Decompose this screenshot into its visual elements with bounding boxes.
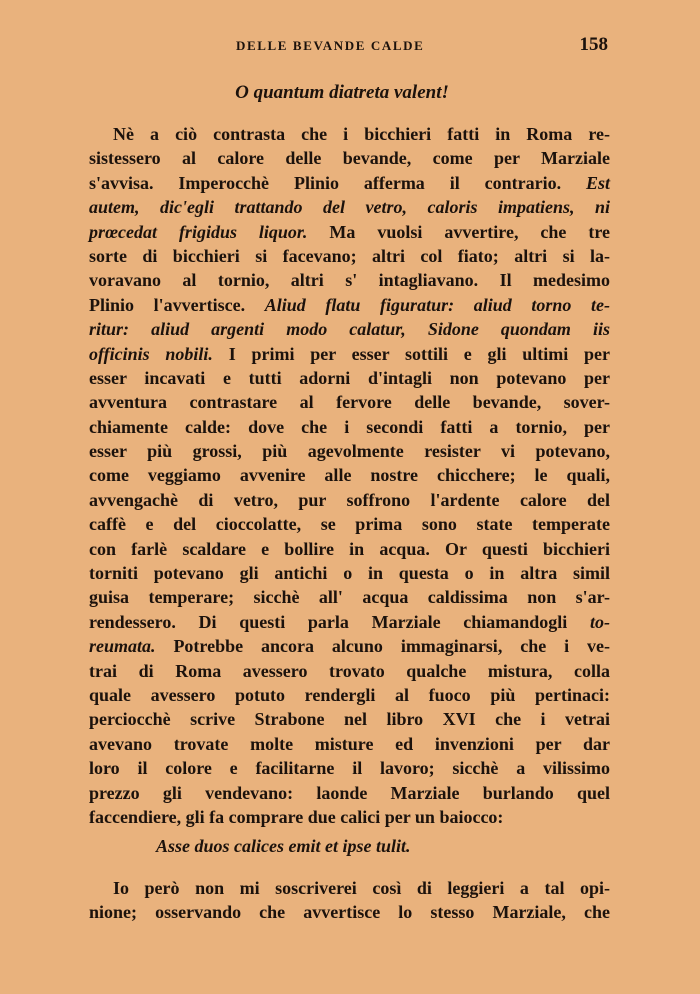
italic-run: Est bbox=[585, 172, 610, 193]
italic-run: Aliud flatu figuratur: aliud torno te- bbox=[264, 294, 611, 315]
text-run: s'avvisa. Imperocchè Plinio afferma il contrario. bbox=[89, 172, 562, 193]
text-line: loro il colore e facilitarne il lavoro; sicchè a vilissimo bbox=[89, 758, 610, 779]
text-line: voravano al tornio, altri s' intagliavano. Il medesimo bbox=[89, 270, 610, 291]
text-line: quale avessero potuto rendergli al fuoco più pertinaci: bbox=[89, 684, 610, 705]
text-line: avvengachè di vetro, pur soffrono l'ardente calore del bbox=[89, 489, 610, 510]
text-line: prezzo gli vendevano: laonde Marziale burlando quel bbox=[89, 782, 610, 803]
italic-run: officinis nobili. bbox=[89, 343, 213, 364]
text-line: esser incavati e tutti adorni d'intagli non potevano per bbox=[89, 367, 610, 388]
text-run: Ma vuolsi avvertire, che tre bbox=[329, 221, 610, 242]
main-paragraph bbox=[89, 122, 610, 829]
motto-heading bbox=[0, 82, 700, 104]
italic-run: to- bbox=[590, 611, 610, 632]
text-line: guisa temperare; sicchè all' acqua caldissima non s'ar- bbox=[89, 587, 610, 608]
text-line: sistessero al calore delle bevande, come per Marziale bbox=[89, 148, 610, 169]
text-line bbox=[89, 293, 610, 317]
running-head: DELLE BEVANDE CALDE bbox=[236, 38, 425, 53]
verse-quote: Asse duos calices emit et ipse tulit. bbox=[156, 836, 411, 856]
text-line: Io però non mi soscriverei così di leggieri a tal opi- bbox=[113, 878, 610, 898]
text-run: I primi per esser sottili e gli ultimi per bbox=[228, 343, 611, 364]
page-header bbox=[0, 34, 700, 58]
text-line: avventura contrastare al fervore delle bevande, sover- bbox=[89, 392, 610, 413]
text-line: esser più grossi, più agevolmente resister vi potevano, bbox=[89, 441, 610, 462]
text-line bbox=[89, 195, 610, 219]
second-paragraph bbox=[89, 876, 610, 925]
text-line: con farlè scaldare e bollire in acqua. Or questi bicchieri bbox=[89, 538, 610, 559]
text-line bbox=[89, 220, 610, 244]
text-line bbox=[89, 610, 610, 634]
text-line: caffè e del cioccolatte, se prima sono state temperate bbox=[89, 514, 610, 535]
text-line: ritur: aliud argenti modo calatur, Sidone quondam iis bbox=[89, 319, 610, 340]
text-run: rendessero. Di questi parla Marziale chiamandogli bbox=[89, 611, 568, 632]
italic-run: reumata. bbox=[89, 636, 156, 657]
italic-run: prœcedat frigidus liquor. bbox=[89, 221, 308, 242]
italic-run: autem, dic'egli trattando del vetro, bbox=[89, 197, 407, 218]
text-line: Nè a ciò contrasta che i bicchieri fatti in Roma re- bbox=[113, 124, 610, 144]
text-line: torniti potevano gli antichi o in questa o in altra simil bbox=[89, 563, 610, 584]
text-line: chiamente calde: dove che i secondi fatti a tornio, per bbox=[89, 416, 610, 437]
text-line bbox=[89, 171, 610, 195]
text-line: nione; osservando che avvertisce lo stesso Marziale, che bbox=[89, 902, 610, 923]
italic-run: caloris impatiens, ni bbox=[427, 197, 610, 218]
text-run: Potrebbe ancora alcuno immaginarsi, che i ve- bbox=[173, 636, 611, 657]
text-line: faccendiere, gli fa comprare due calici per un baiocco: bbox=[89, 806, 504, 827]
text-line: avevano trovate molte misture ed invenzioni per dar bbox=[89, 733, 610, 754]
page-number: 158 bbox=[579, 34, 608, 55]
text-line bbox=[89, 342, 610, 366]
text-line: sorte di bicchieri si facevano; altri col fiato; altri si la- bbox=[89, 245, 610, 266]
text-line bbox=[89, 634, 610, 658]
motto-text: O quantum diatreta valent! bbox=[235, 82, 449, 103]
text-run: Plinio l'avvertisce. bbox=[89, 294, 246, 315]
text-line: trai di Roma avessero trovato qualche mistura, colla bbox=[89, 660, 610, 681]
text-line: come veggiamo avvenire alle nostre chicchere; le quali, bbox=[89, 465, 610, 486]
text-line: perciocchè scrive Strabone nel libro XVI che i vetrai bbox=[89, 709, 610, 730]
